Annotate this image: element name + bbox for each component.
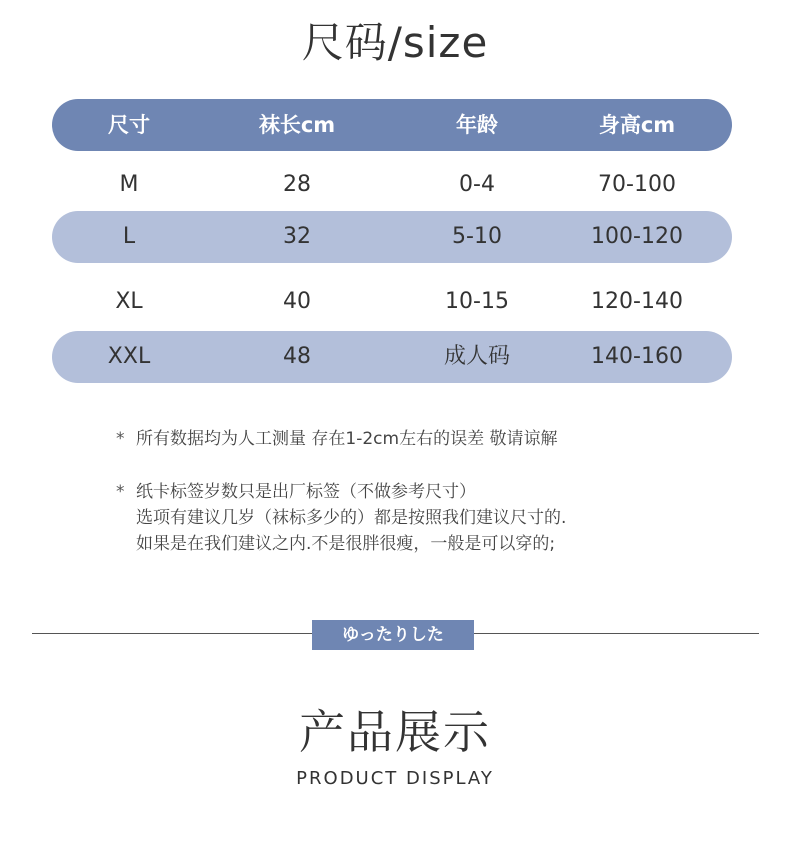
table-row [52,159,732,211]
page-title: 尺码/size [301,18,489,67]
asterisk-icon: * [116,429,125,449]
header-height: 身高cm [598,113,676,137]
measurement-note [116,426,557,452]
cell-age: 0-4 [459,172,495,197]
note-line: 纸卡标签岁数只是出厂标签（不做参考尺寸） [136,482,476,502]
cell-sock-length: 28 [283,172,311,197]
section-title: 产品展示 [299,705,491,759]
divider-line-left [32,633,312,634]
cell-age: 成人码 [443,344,510,369]
cell-height: 140-160 [591,344,683,369]
cell-size: XXL [107,344,151,369]
cell-age: 5-10 [452,224,502,249]
cell-height: 120-140 [591,289,683,314]
cell-size: L [122,224,136,249]
cell-sock-length: 40 [283,289,311,314]
header-sock-length: 袜长cm [258,113,336,137]
section-subtitle: PRODUCT DISPLAY [296,768,494,789]
cell-age: 10-15 [445,289,509,314]
header-size: 尺寸 [108,113,150,137]
divider-line-right [474,633,759,634]
cell-size: M [119,172,139,197]
table-header-row [52,99,732,151]
divider-badge: ゆったりした [312,620,474,650]
table-row [52,276,732,328]
table-row [52,211,732,263]
cell-sock-length: 32 [283,224,311,249]
note-line: 如果是在我们建议之内.不是很胖很瘦，一般是可以穿的; [136,534,556,554]
cell-height: 70-100 [598,172,676,197]
note-line: 选项有建议几岁（袜标多少的）都是按照我们建议尺寸的. [136,508,567,528]
table-row [52,331,732,383]
header-age: 年龄 [456,113,498,137]
cell-height: 100-120 [591,224,683,249]
cell-sock-length: 48 [283,344,311,369]
asterisk-icon: * [116,482,125,502]
cell-size: XL [115,289,143,314]
label-note [116,479,566,557]
note-text: 所有数据均为人工测量 存在1-2cm左右的误差 敬请谅解 [136,429,558,449]
